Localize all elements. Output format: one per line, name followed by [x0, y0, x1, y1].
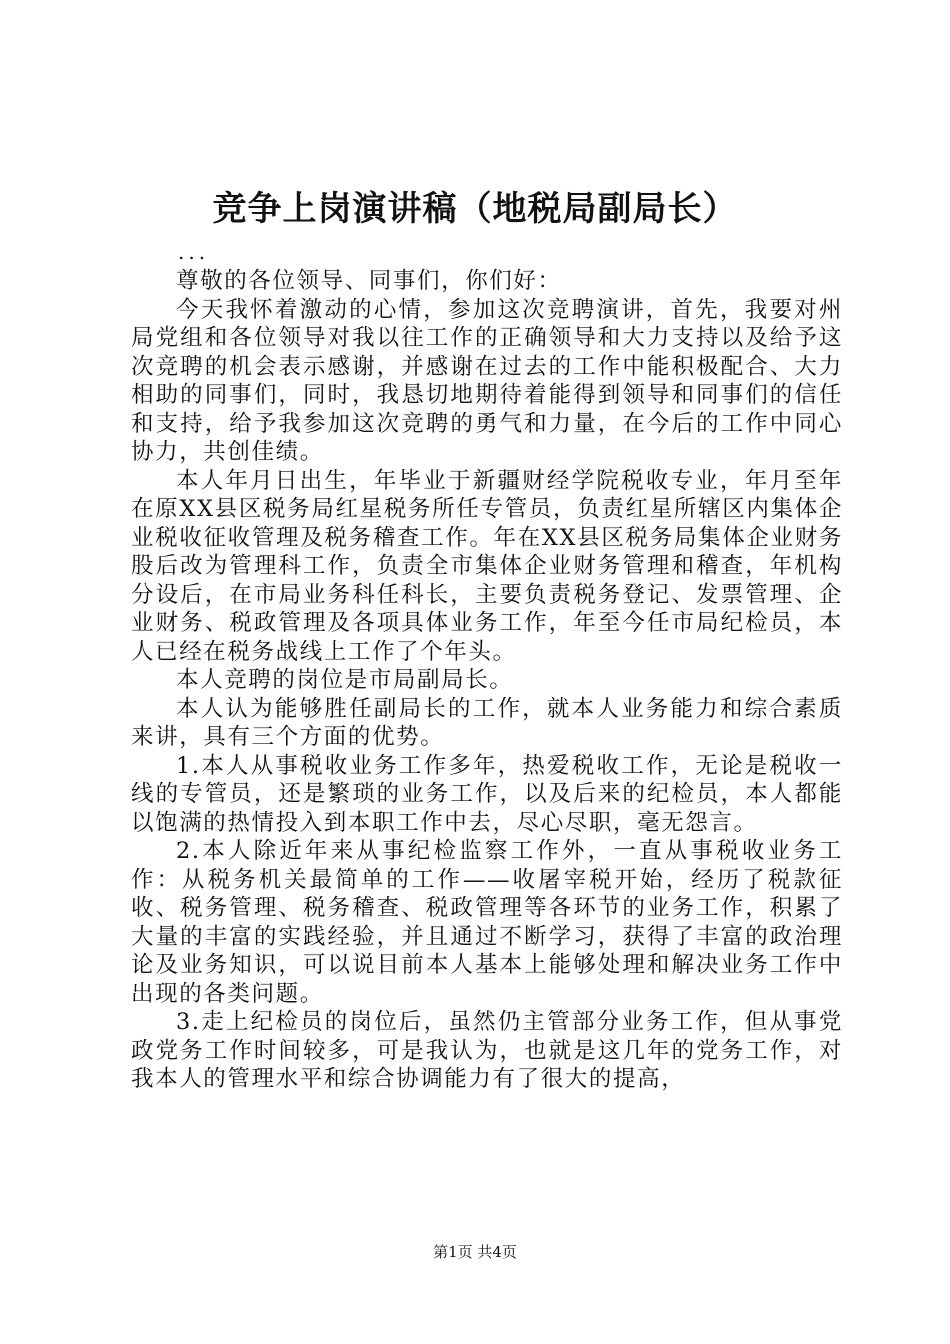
page-number-footer: 第1页 共4页 — [433, 1243, 517, 1261]
document-body — [131, 267, 843, 1094]
numbered-paragraph: 3.走上纪检员的岗位后，虽然仍主管部分业务工作，但从事党政党务工作时间较多，可是我认为，也就是这几年的党务工作，对我本人的管理水平和综合协调能力有了很大的提高， — [131, 1009, 843, 1092]
document-title: 竞争上岗演讲稿（地税局副局长） — [212, 189, 738, 229]
ellipsis-marker: ... — [178, 240, 210, 264]
body-paragraph: 本人年月日出生，年毕业于新疆财经学院税收专业，年月至年在原XX县区税务局红星税务所任专管员，负责红星所辖区内集体企业税收征收管理及税务稽查工作。年在XX县区税务局集体企业财务股后改为管理科工作，负责全市集体企业财务管理和稽查，年机构分设后，在市局业务科任科长，主要负责税务登记、发票管理、企业财务、税政管理及各项具体业务工作，年至今任市局纪检员，本人已经在税务战线上工作了个年头。 — [131, 467, 843, 665]
numbered-paragraph: 2.本人除近年来从事纪检监察工作外，一直从事税收业务工作：从税务机关最简单的工作——收屠宰税开始，经历了税款征收、税务管理、税务稽查、税政管理等各环节的业务工作，积累了大量的丰富的实践经验，并且通过不断学习，获得了丰富的政治理论及业务知识，可以说目前本人基本上能够处理和解决业务工作中出现的各类问题。 — [131, 838, 843, 1007]
body-paragraph: 今天我怀着激动的心情，参加这次竞聘演讲，首先，我要对州局党组和各位领导对我以往工作的正确领导和大力支持以及给予这次竞聘的机会表示感谢，并感谢在过去的工作中能积极配合、大力相助的同事们，同时，我恳切地期待着能得到领导和同事们的信任和支持，给予我参加这次竞聘的勇气和力量，在今后的工作中同心协力，共创佳绩。 — [131, 296, 843, 465]
body-paragraph: 本人竞聘的岗位是市局副局长。 — [176, 667, 514, 693]
body-paragraph: 本人认为能够胜任副局长的工作，就本人业务能力和综合素质来讲，具有三个方面的优势。 — [131, 695, 843, 750]
greeting-paragraph: 尊敬的各位领导、同事们，你们好： — [176, 268, 562, 294]
numbered-paragraph: 1.本人从事税收业务工作多年，热爱税收工作，无论是税收一线的专管员，还是繁琐的业务工作，以及后来的纪检员，本人都能以饱满的热情投入到本职工作中去，尽心尽职，毫无怨言。 — [131, 752, 843, 836]
